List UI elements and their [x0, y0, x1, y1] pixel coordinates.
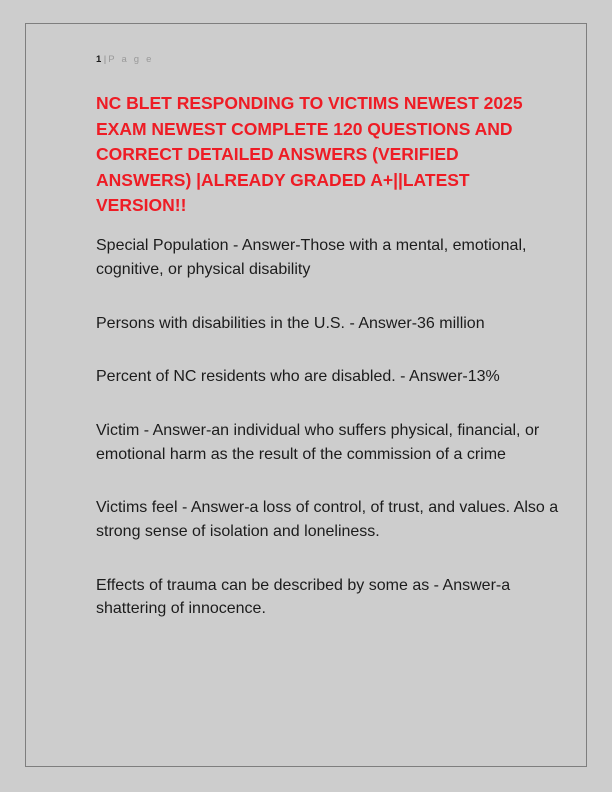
page-content	[96, 54, 568, 621]
qa-entry: Persons with disabilities in the U.S. - Answer-36 million	[96, 314, 485, 332]
page-label: P a g e	[108, 54, 154, 65]
qa-entry: Special Population - Answer-Those with a mental, emotional, cognitive, or physical disability	[96, 237, 527, 278]
page-header	[96, 54, 568, 65]
qa-entry: Victims feel - Answer-a loss of control, of trust, and values. Also a strong sense of isolation and loneliness.	[96, 499, 559, 540]
qa-entry: Victim - Answer-an individual who suffers physical, financial, or emotional harm as the result of the commission of a crime	[96, 421, 540, 463]
document-title: NC BLET RESPONDING TO VICTIMS NEWEST 2025 EXAM NEWEST COMPLETE 120 QUESTIONS AND CORRECT DETAILED ANSWERS (VERIFIED ANSWERS) |ALREADY GRADED A+||LATEST VERSION!!	[96, 93, 523, 215]
header-separator: |	[103, 54, 107, 65]
document-page	[25, 23, 587, 767]
qa-entry: Percent of NC residents who are disabled. - Answer-13%	[96, 368, 500, 386]
page-number: 1	[96, 54, 102, 65]
qa-entry: Effects of trauma can be described by some as - Answer-a shattering of innocence.	[96, 576, 511, 618]
